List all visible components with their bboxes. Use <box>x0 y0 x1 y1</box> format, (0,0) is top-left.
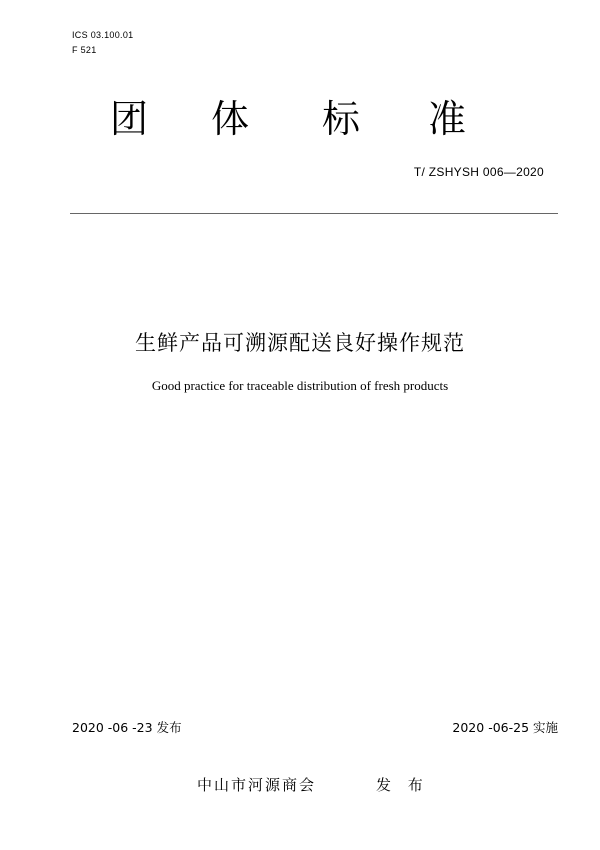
issuer-action: 发 布 <box>376 776 429 794</box>
implementation-date: 2020 -06-25 实施 <box>452 720 558 735</box>
heading-char-4: 准 <box>428 97 467 141</box>
issuer-name: 中山市河源商会 <box>197 776 317 794</box>
standard-number: T/ ZSHYSH 006—2020 <box>413 165 544 179</box>
heading-char-3: 标 <box>322 97 361 141</box>
ccs-code: F 521 <box>72 45 97 55</box>
heading-char-1: 团 <box>110 97 149 141</box>
ics-code: ICS 03.100.01 <box>72 30 134 40</box>
standard-type-heading <box>0 94 600 154</box>
issue-date: 2020 -06 -23 发布 <box>72 720 182 735</box>
heading-char-2: 体 <box>211 97 250 141</box>
chinese-title: 生鲜产品可溯源配送良好操作规范 <box>135 331 465 355</box>
header-divider <box>70 213 558 214</box>
english-title: Good practice for traceable distribution of fresh products <box>151 378 449 393</box>
